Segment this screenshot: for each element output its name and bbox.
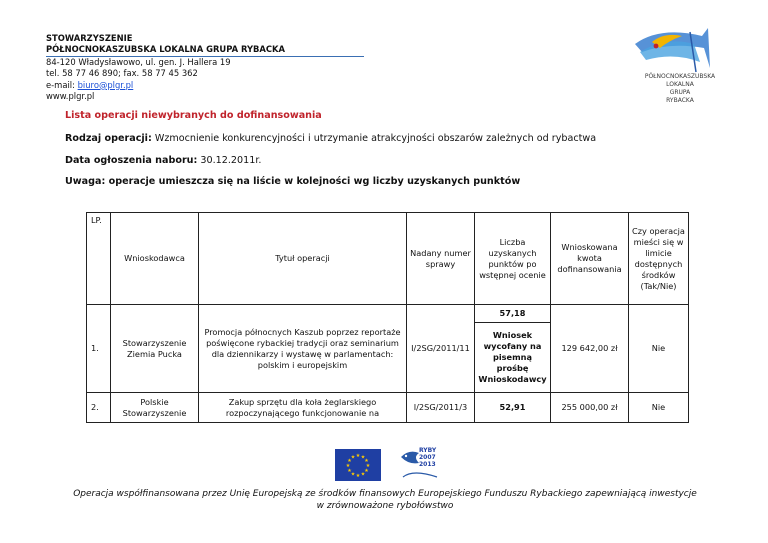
- svg-text:★: ★: [364, 468, 369, 474]
- operation-type-label: Rodzaj operacji:: [65, 133, 152, 144]
- logo-line4: RYBACKA: [666, 97, 694, 104]
- row-lp: 2.: [87, 393, 111, 423]
- letterhead: [46, 33, 364, 102]
- svg-text:★: ★: [364, 458, 369, 464]
- header-lp: LP.: [87, 213, 111, 305]
- header-amount: Wnioskowana kwota dofinansowania: [551, 213, 629, 305]
- org-name-line2: PÓŁNOCNOKASZUBSKA LOKALNA GRUPA RYBACKA: [46, 44, 364, 56]
- table-header-row: [87, 213, 689, 305]
- logo-line1: PÓŁNOCNOKASZUBSKA: [644, 73, 716, 80]
- header-number: Nadany numer sprawy: [407, 213, 475, 305]
- email-prefix: e-mail:: [46, 79, 78, 90]
- svg-text:★: ★: [345, 463, 351, 469]
- logo-line3: GRUPA: [669, 89, 691, 96]
- header-title: Tytuł operacji: [199, 213, 407, 305]
- row-points: 57,18: [475, 305, 551, 323]
- org-name-line1: STOWARZYSZENIE: [46, 33, 133, 43]
- row-applicant: Polskie Stowarzyszenie: [111, 393, 199, 423]
- logo-line2: LOKALNA: [666, 81, 694, 88]
- header-limit: Czy operacja mieści się w limicie dostępnych środków (Tak/Nie): [629, 213, 689, 305]
- svg-text:★: ★: [347, 458, 352, 464]
- svg-text:★: ★: [365, 463, 371, 469]
- row-amount: 129 642,00 zł: [551, 305, 629, 393]
- ryby-years-end: 2013: [419, 461, 436, 468]
- eu-stars-icon: [335, 449, 381, 481]
- header-points: Liczba uzyskanych punktów po wstępnej ocenie: [475, 213, 551, 305]
- logo-caption: [634, 73, 726, 105]
- org-address: 84-120 Władysławowo, ul. gen. J. Hallera 19: [46, 56, 231, 67]
- svg-text:★: ★: [350, 454, 356, 461]
- row-title: Zakup sprzętu dla koła żeglarskiego rozpoczynającego funkcjonowanie na: [199, 393, 407, 423]
- ryby-program-logo: [399, 447, 441, 483]
- row-limit: Nie: [629, 305, 689, 393]
- org-website: www.plgr.pl: [46, 91, 95, 102]
- svg-text:★: ★: [347, 468, 352, 474]
- cofinancing-note: Operacja współfinansowana przez Unię Europejską ze środków finansowych Europejskiego Funduszu Rybackiego zapewniającą inwestycje w zrównoważone rybołówstwo: [73, 489, 697, 511]
- ryby-title: RYBY: [419, 447, 437, 454]
- org-email-line: [46, 80, 364, 91]
- email-link[interactable]: biuro@plgr.pl: [77, 79, 134, 90]
- operations-table: [86, 212, 689, 423]
- svg-text:★: ★: [360, 454, 366, 461]
- row-number: I/2SG/2011/3: [407, 393, 475, 423]
- row-lp: 1.: [87, 305, 111, 393]
- org-phone: tel. 58 77 46 890; fax. 58 77 45 362: [46, 68, 198, 79]
- svg-text:★: ★: [355, 453, 361, 459]
- row-title: Promocja północnych Kaszub poprzez reportaże poświęcone rybackiej tradycji oraz seminarium dla dziennikarzy i wystawę w parlamentach: polskim i europejskim: [199, 305, 407, 393]
- announcement-date-label: Data ogłoszenia naboru:: [65, 155, 198, 166]
- operation-type-value: Wzmocnienie konkurencyjności i utrzymanie atrakcyjności obszarów zależnych od rybactwa: [151, 133, 597, 144]
- row-limit: Nie: [629, 393, 689, 423]
- svg-text:★: ★: [355, 473, 361, 479]
- operation-type: [65, 133, 596, 144]
- row-points-note: Wniosek wycofany na pisemną prośbę Wnioskodawcy: [475, 323, 551, 393]
- row-number: I/2SG/2011/11: [407, 305, 475, 393]
- ordering-note: Uwaga: operacje umieszcza się na liście w kolejności wg liczby uzyskanych punktów: [65, 176, 521, 187]
- row-points: 52,91: [475, 393, 551, 423]
- row-applicant: Stowarzyszenie Ziemia Pucka: [111, 305, 199, 393]
- eu-flag-icon: [335, 449, 381, 481]
- table-row: [87, 305, 689, 323]
- announcement-date: [65, 155, 261, 166]
- svg-text:★: ★: [350, 471, 356, 478]
- svg-text:★: ★: [360, 471, 366, 478]
- ryby-years-start: 2007: [419, 454, 436, 461]
- row-amount: 255 000,00 zł: [551, 393, 629, 423]
- announcement-date-value: 30.12.2011r.: [197, 155, 262, 166]
- header-applicant: Wnioskodawca: [111, 213, 199, 305]
- document-title: Lista operacji niewybranych do dofinansowania: [65, 110, 322, 121]
- table-row: [87, 393, 689, 423]
